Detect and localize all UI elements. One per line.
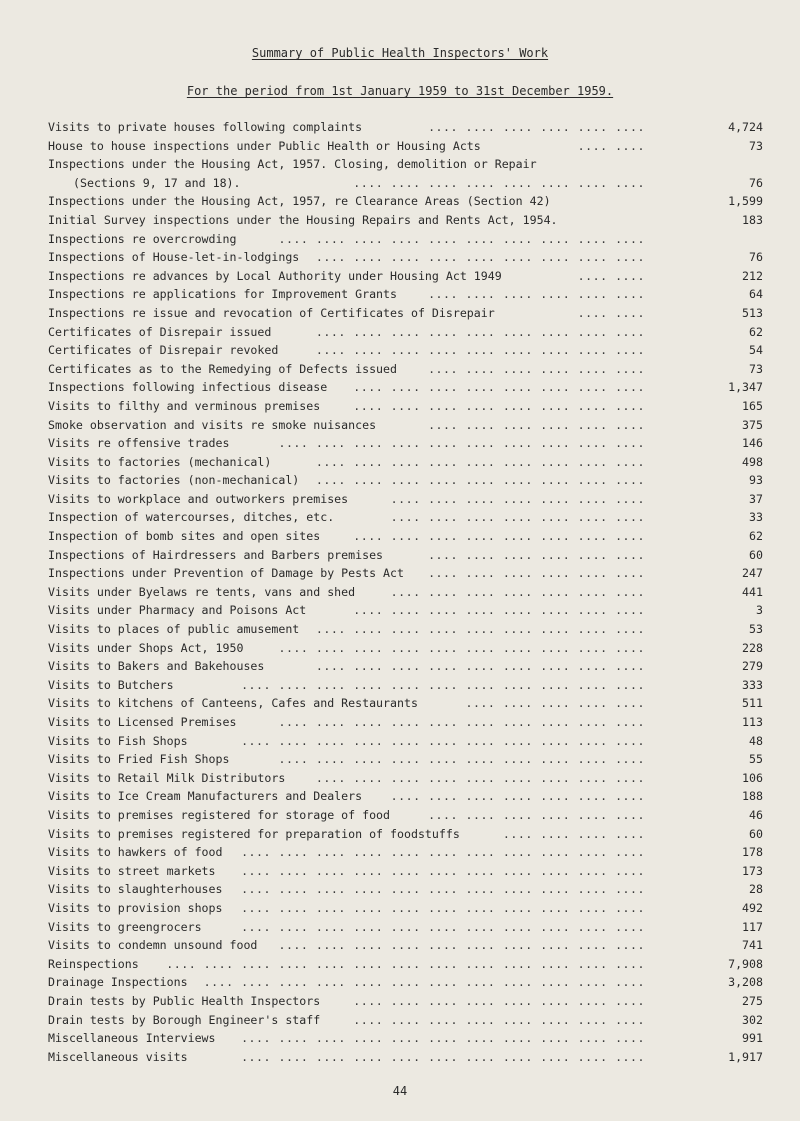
row-leader-dots: .... .... bbox=[577, 138, 645, 153]
table-row bbox=[48, 583, 763, 602]
row-label: Visits to Licensed Premises bbox=[48, 715, 237, 729]
row-value: 247 bbox=[742, 566, 763, 581]
row-leader-dots: .... .... .... .... .... .... .... .... .... .... .... bbox=[241, 733, 645, 748]
row-value: 73 bbox=[749, 138, 763, 153]
row-value: 991 bbox=[742, 1031, 763, 1046]
row-value: 117 bbox=[742, 919, 763, 934]
row-value: 513 bbox=[742, 305, 763, 320]
row-value: 113 bbox=[742, 715, 763, 729]
row-value: 37 bbox=[749, 491, 763, 506]
row-value: 93 bbox=[749, 473, 763, 488]
row-value: 741 bbox=[742, 938, 763, 953]
table-row bbox=[48, 416, 763, 435]
row-leader-dots: .... .... .... .... .... .... .... .... bbox=[353, 1012, 645, 1027]
table-row bbox=[48, 806, 763, 825]
row-label: Visits to factories (mechanical) bbox=[48, 454, 272, 469]
row-value: 498 bbox=[742, 454, 763, 469]
row-label: Visits to kitchens of Canteens, Cafes and Restaurants bbox=[48, 696, 418, 711]
row-leader-dots: .... .... .... .... .... .... .... .... .... .... .... bbox=[241, 863, 645, 878]
row-value: 165 bbox=[742, 398, 763, 413]
row-value: 28 bbox=[749, 882, 763, 897]
row-leader-dots: .... .... .... .... .... .... .... .... .... bbox=[315, 343, 645, 358]
table-row bbox=[48, 1011, 763, 1030]
row-label: Inspections following infectious disease bbox=[48, 380, 328, 395]
table-row bbox=[48, 787, 763, 806]
row-value: 60 bbox=[749, 547, 763, 562]
row-label: Smoke observation and visits re smoke nuisances bbox=[48, 417, 377, 432]
row-leader-dots: .... .... .... .... .... .... .... .... .... .... .... .... .... bbox=[166, 956, 645, 971]
row-value: 178 bbox=[742, 845, 763, 860]
table-row bbox=[48, 918, 763, 937]
table-row bbox=[48, 360, 763, 379]
row-label: Visits under Byelaws re tents, vans and shed bbox=[48, 584, 356, 599]
table-row bbox=[48, 490, 763, 509]
row-leader-dots: .... .... .... .... .... .... .... .... .... .... .... .... bbox=[203, 975, 645, 990]
row-leader-dots: .... .... .... .... .... .... .... .... .... .... .... bbox=[241, 882, 645, 897]
row-value: 1,917 bbox=[728, 1049, 763, 1064]
row-label: Certificates of Disrepair revoked bbox=[48, 343, 279, 358]
row-label: Visits under Shops Act, 1950 bbox=[48, 640, 244, 655]
row-label: Visits to Fish Shops bbox=[48, 733, 188, 748]
row-label: Inspections of House-let-in-lodgings bbox=[48, 250, 300, 265]
row-label: Visits to premises registered for storage of food bbox=[48, 807, 391, 822]
row-value: 188 bbox=[742, 789, 763, 804]
row-leader-dots: .... .... .... .... .... .... .... .... .... bbox=[315, 659, 645, 674]
row-leader-dots: .... .... bbox=[577, 268, 645, 283]
row-leader-dots: .... .... .... .... .... .... .... .... bbox=[353, 175, 645, 190]
row-value: 492 bbox=[742, 900, 763, 915]
row-value: 1,599 bbox=[728, 194, 763, 209]
row-value: 275 bbox=[742, 993, 763, 1008]
row-value: 62 bbox=[749, 529, 763, 544]
row-leader-dots: .... .... .... .... .... .... .... .... .... .... bbox=[278, 752, 645, 767]
row-label: Inspection of watercourses, ditches, etc. bbox=[48, 510, 335, 525]
table-row bbox=[48, 750, 763, 769]
row-label: Visits to factories (non-mechanical) bbox=[48, 473, 300, 488]
row-value: 511 bbox=[742, 696, 763, 711]
row-label: Inspections re issue and revocation of Certificates of Disrepair bbox=[48, 305, 495, 320]
row-leader-dots: .... .... .... .... .... .... .... .... bbox=[353, 398, 645, 413]
row-label: Inspection of bomb sites and open sites bbox=[48, 529, 321, 544]
table-row bbox=[48, 732, 763, 751]
page-subtitle-text: For the period from 1st January 1959 to 31st December 1959. bbox=[186, 84, 614, 98]
row-label: Drain tests by Borough Engineer's staff bbox=[48, 1012, 321, 1027]
table-row bbox=[48, 1048, 763, 1067]
row-value: 64 bbox=[749, 287, 763, 302]
table-row bbox=[48, 843, 763, 862]
table-row bbox=[48, 508, 763, 527]
row-label: Certificates of Disrepair issued bbox=[48, 324, 272, 339]
row-leader-dots: .... .... .... .... .... .... .... .... .... bbox=[315, 454, 645, 469]
row-label: Miscellaneous Interviews bbox=[48, 1031, 216, 1046]
row-value: 375 bbox=[742, 417, 763, 432]
row-leader-dots: .... .... .... .... .... .... .... .... .... .... .... bbox=[241, 845, 645, 860]
row-leader-dots: .... .... .... .... .... .... .... .... bbox=[353, 529, 645, 544]
row-value: 48 bbox=[749, 733, 763, 748]
row-label: Visits to filthy and verminous premises bbox=[48, 398, 321, 413]
row-leader-dots: .... .... .... .... .... .... .... .... .... .... .... bbox=[241, 919, 645, 934]
row-leader-dots: .... .... .... .... .... .... bbox=[428, 120, 645, 134]
row-value: 4,724 bbox=[728, 120, 763, 134]
table-row bbox=[48, 527, 763, 546]
row-value: 54 bbox=[749, 343, 763, 358]
row-label: Inspections under Prevention of Damage by Pests Act bbox=[48, 566, 404, 581]
row-leader-dots: .... .... .... .... .... .... .... .... .... bbox=[315, 324, 645, 339]
row-label: Visits re offensive trades bbox=[48, 436, 230, 451]
row-leader-dots: .... .... .... .... .... .... bbox=[428, 417, 645, 432]
row-label: Initial Survey inspections under the Housing Repairs and Rents Act, 1954. bbox=[48, 212, 558, 227]
table-row bbox=[48, 546, 763, 565]
table-row bbox=[48, 620, 763, 639]
table-row bbox=[48, 992, 763, 1011]
table-row bbox=[48, 713, 763, 732]
page-number: 44 bbox=[392, 1084, 408, 1098]
table-row bbox=[48, 192, 763, 211]
table-row bbox=[48, 267, 763, 286]
row-leader-dots: .... .... .... .... .... .... .... .... .... .... bbox=[278, 436, 645, 451]
page-title bbox=[0, 46, 800, 60]
row-value: 73 bbox=[749, 361, 763, 376]
row-leader-dots: .... .... .... .... .... .... .... .... .... .... bbox=[278, 231, 645, 246]
row-leader-dots: .... .... .... .... .... .... .... .... .... bbox=[315, 622, 645, 637]
table-row bbox=[48, 694, 763, 713]
row-value: 76 bbox=[749, 175, 763, 190]
row-leader-dots: .... .... .... .... .... .... bbox=[428, 287, 645, 302]
table-row bbox=[48, 899, 763, 918]
row-value: 173 bbox=[742, 863, 763, 878]
row-value: 3 bbox=[756, 603, 763, 618]
table-row bbox=[48, 639, 763, 658]
row-label: Visits to places of public amusement bbox=[48, 622, 300, 637]
table-row bbox=[48, 471, 763, 490]
row-leader-dots: .... .... .... .... .... .... .... bbox=[390, 491, 645, 506]
page-subtitle bbox=[0, 84, 800, 98]
row-label: (Sections 9, 17 and 18). bbox=[73, 175, 241, 190]
row-label: Visits to private houses following complaints bbox=[48, 120, 363, 134]
row-value: 53 bbox=[749, 622, 763, 637]
table-row bbox=[48, 378, 763, 397]
page-title-text: Summary of Public Health Inspectors' Work bbox=[251, 46, 549, 60]
row-value: 302 bbox=[742, 1012, 763, 1027]
row-label: Visits to Retail Milk Distributors bbox=[48, 770, 286, 785]
table-row bbox=[48, 453, 763, 472]
row-label: Drainage Inspections bbox=[48, 975, 188, 990]
row-label: Inspections under the Housing Act, 1957, re Clearance Areas (Section 42) bbox=[48, 194, 551, 209]
row-label: Inspections of Hairdressers and Barbers premises bbox=[48, 547, 384, 562]
row-leader-dots: .... .... .... .... .... .... .... .... .... bbox=[315, 770, 645, 785]
row-value: 212 bbox=[742, 268, 763, 283]
table-row bbox=[48, 973, 763, 992]
row-leader-dots: .... .... bbox=[577, 305, 645, 320]
table-row bbox=[48, 248, 763, 267]
row-leader-dots: .... .... .... .... .... .... .... .... .... .... .... bbox=[241, 1049, 645, 1064]
row-label: Reinspections bbox=[48, 956, 139, 971]
table-row bbox=[48, 285, 763, 304]
table-row bbox=[48, 155, 763, 174]
table-row bbox=[48, 304, 763, 323]
summary-list bbox=[48, 118, 763, 1066]
row-value: 62 bbox=[749, 324, 763, 339]
row-leader-dots: .... .... .... .... .... .... bbox=[428, 547, 645, 562]
row-value: 279 bbox=[742, 659, 763, 674]
row-label: Visits to Bakers and Bakehouses bbox=[48, 659, 265, 674]
row-leader-dots: .... .... .... .... .... bbox=[465, 696, 645, 711]
row-value: 60 bbox=[749, 826, 763, 841]
row-leader-dots: .... .... .... .... .... .... .... bbox=[390, 584, 645, 599]
row-value: 441 bbox=[742, 584, 763, 599]
row-label: Inspections under the Housing Act, 1957. Closing, demolition or Repair bbox=[48, 157, 537, 172]
table-row bbox=[48, 211, 763, 230]
row-label: Drain tests by Public Health Inspectors bbox=[48, 993, 321, 1008]
table-row bbox=[48, 564, 763, 583]
table-row bbox=[48, 657, 763, 676]
table-row bbox=[48, 323, 763, 342]
row-leader-dots: .... .... .... .... .... .... .... .... .... bbox=[315, 473, 645, 488]
row-leader-dots: .... .... .... .... .... .... .... .... .... bbox=[315, 250, 645, 265]
row-leader-dots: .... .... .... .... .... .... .... .... .... .... .... bbox=[241, 900, 645, 915]
row-label: House to house inspections under Public Health or Housing Acts bbox=[48, 138, 481, 153]
table-row bbox=[48, 118, 763, 137]
row-leader-dots: .... .... .... .... .... .... bbox=[428, 566, 645, 581]
row-label: Visits to condemn unsound food bbox=[48, 938, 258, 953]
row-value: 3,208 bbox=[728, 975, 763, 990]
table-row bbox=[48, 341, 763, 360]
row-leader-dots: .... .... .... .... .... .... .... .... bbox=[353, 603, 645, 618]
table-row bbox=[48, 825, 763, 844]
table-row bbox=[48, 137, 763, 156]
row-label: Visits to greengrocers bbox=[48, 919, 202, 934]
row-label: Visits to premises registered for preparation of foodstuffs bbox=[48, 826, 460, 841]
row-leader-dots: .... .... .... .... .... .... .... bbox=[390, 510, 645, 525]
row-value: 1,347 bbox=[728, 380, 763, 395]
row-leader-dots: .... .... .... .... .... .... bbox=[428, 807, 645, 822]
table-row bbox=[48, 955, 763, 974]
row-value: 7,908 bbox=[728, 956, 763, 971]
row-label: Certificates as to the Remedying of Defects issued bbox=[48, 361, 398, 376]
row-value: 228 bbox=[742, 640, 763, 655]
row-label: Visits to Butchers bbox=[48, 677, 174, 692]
row-leader-dots: .... .... .... .... .... .... .... bbox=[390, 789, 645, 804]
row-label: Visits to hawkers of food bbox=[48, 845, 223, 860]
row-value: 46 bbox=[749, 807, 763, 822]
row-label: Miscellaneous visits bbox=[48, 1049, 188, 1064]
row-value: 33 bbox=[749, 510, 763, 525]
row-label: Inspections re overcrowding bbox=[48, 231, 237, 246]
row-label: Visits to Ice Cream Manufacturers and Dealers bbox=[48, 789, 363, 804]
table-row bbox=[48, 397, 763, 416]
row-label: Visits to workplace and outworkers premises bbox=[48, 491, 349, 506]
row-leader-dots: .... .... .... .... .... .... .... .... .... .... bbox=[278, 640, 645, 655]
row-leader-dots: .... .... .... .... .... .... .... .... .... .... .... bbox=[241, 1031, 645, 1046]
table-row bbox=[48, 676, 763, 695]
row-label: Inspections re advances by Local Authority under Housing Act 1949 bbox=[48, 268, 502, 283]
row-label: Visits to slaughterhouses bbox=[48, 882, 223, 897]
table-row bbox=[48, 601, 763, 620]
table-row bbox=[48, 230, 763, 249]
row-leader-dots: .... .... .... .... .... .... .... .... bbox=[353, 993, 645, 1008]
row-label: Visits to Fried Fish Shops bbox=[48, 752, 230, 767]
row-label: Inspections re applications for Improvement Grants bbox=[48, 287, 398, 302]
table-row bbox=[48, 1029, 763, 1048]
table-row bbox=[48, 862, 763, 881]
row-value: 106 bbox=[742, 770, 763, 785]
row-leader-dots: .... .... .... .... .... .... .... .... bbox=[353, 380, 645, 395]
table-row bbox=[48, 936, 763, 955]
row-leader-dots: .... .... .... .... .... .... .... .... .... .... bbox=[278, 715, 645, 729]
row-leader-dots: .... .... .... .... .... .... bbox=[428, 361, 645, 376]
row-value: 333 bbox=[742, 677, 763, 692]
table-row bbox=[48, 174, 763, 193]
row-value: 55 bbox=[749, 752, 763, 767]
row-label: Visits under Pharmacy and Poisons Act bbox=[48, 603, 307, 618]
table-row bbox=[48, 769, 763, 788]
row-leader-dots: .... .... .... .... bbox=[502, 826, 645, 841]
row-value: 76 bbox=[749, 250, 763, 265]
row-leader-dots: .... .... .... .... .... .... .... .... .... .... .... bbox=[241, 677, 645, 692]
row-label: Visits to street markets bbox=[48, 863, 216, 878]
row-value: 146 bbox=[742, 436, 763, 451]
table-row bbox=[48, 880, 763, 899]
row-leader-dots: .... .... .... .... .... .... .... .... .... .... bbox=[278, 938, 645, 953]
table-row bbox=[48, 434, 763, 453]
row-label: Visits to provision shops bbox=[48, 900, 223, 915]
row-value: 183 bbox=[742, 212, 763, 227]
